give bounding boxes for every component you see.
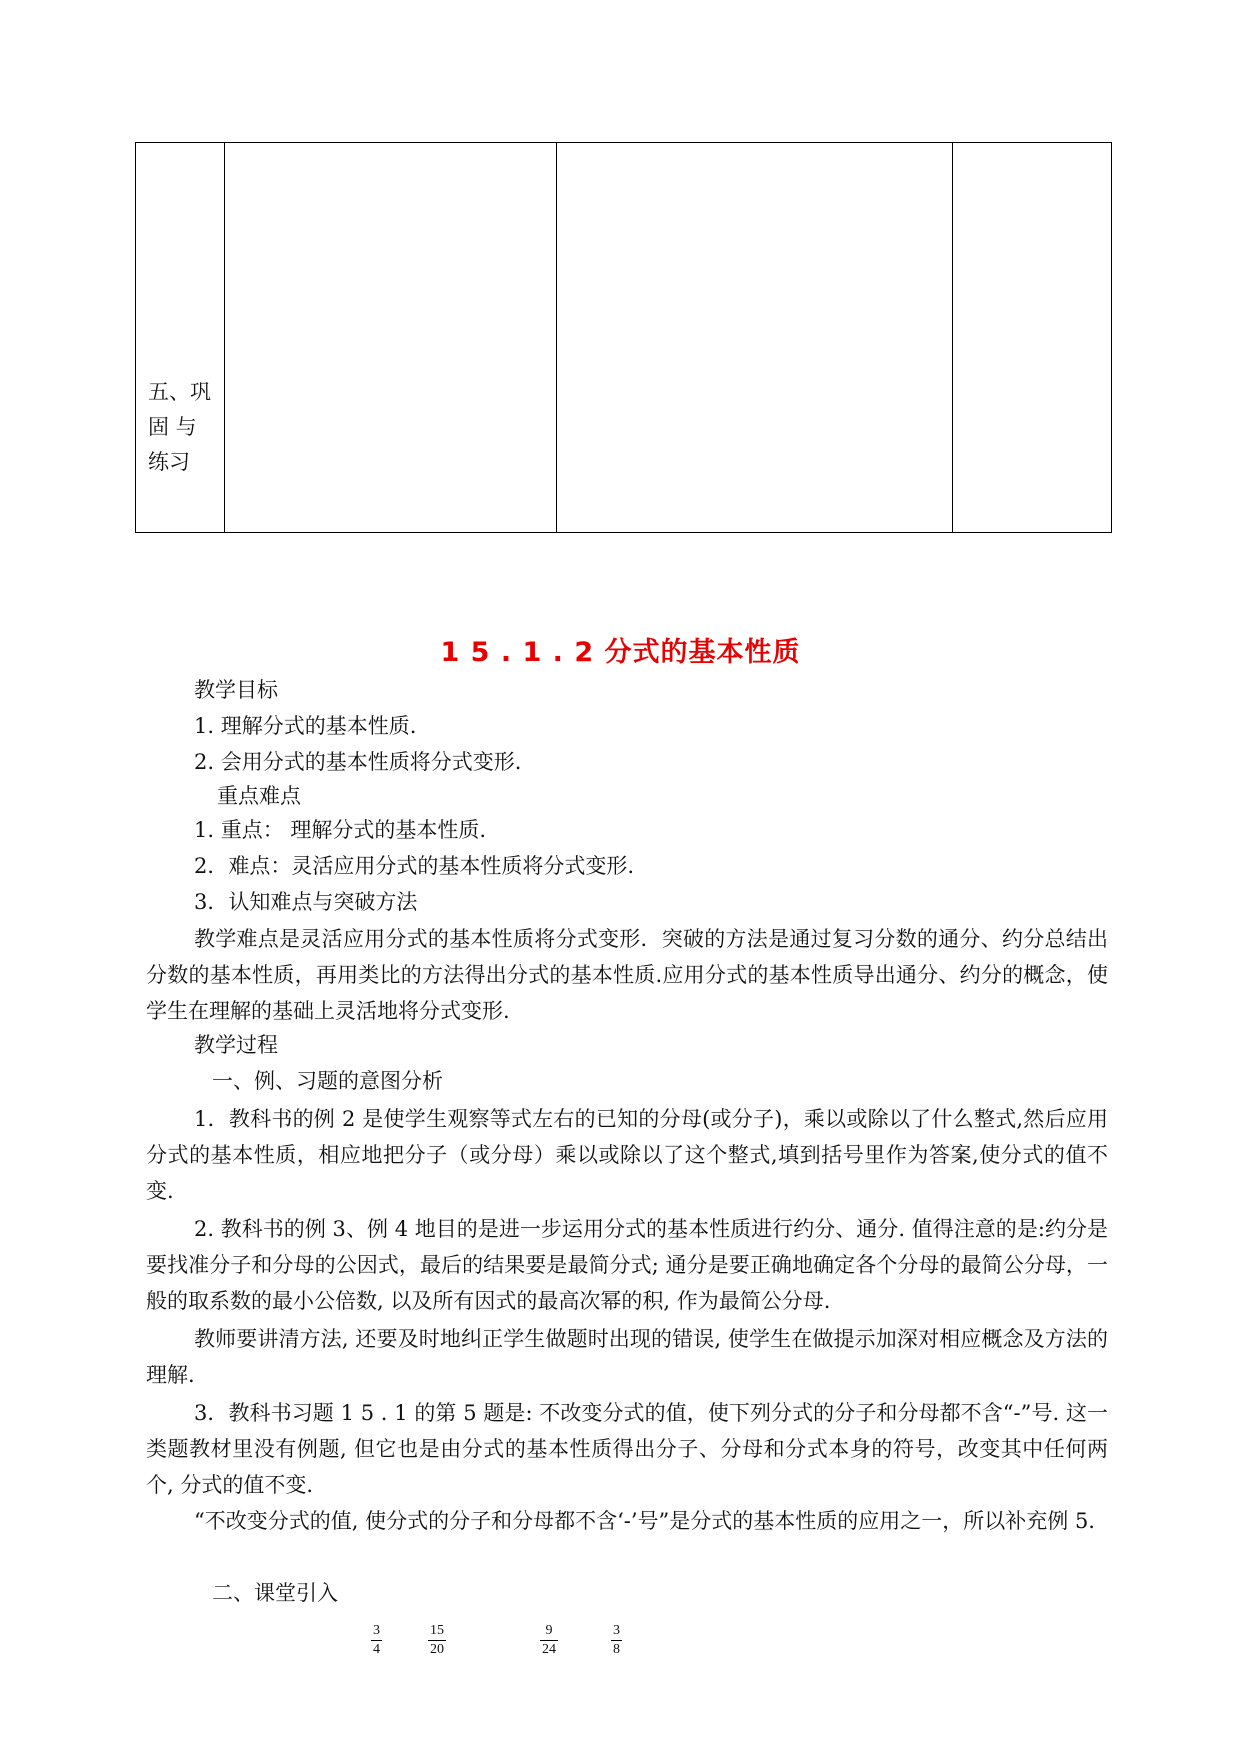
fraction-4	[611, 1622, 622, 1659]
heading-key-points: 重点难点	[217, 784, 301, 808]
goal-item-2: 2. 会用分式的基本性质将分式变形.	[194, 750, 522, 774]
fraction-numerator: 3	[371, 1622, 382, 1641]
lesson-table	[135, 142, 1112, 533]
heading-part-1: 一、例、习题的意图分析	[212, 1069, 443, 1093]
key-point-3: 3．认知难点与突破方法	[194, 890, 418, 914]
fraction-3	[540, 1622, 558, 1659]
fraction-denominator: 20	[430, 1642, 444, 1657]
key-point-1: 1. 重点： 理解分式的基本性质.	[194, 818, 487, 842]
paragraph-2: 2. 教科书的例 3、例 4 地目的是进一步运用分式的基本性质进行约分、通分. 值得注意的是:约分是要找准分子和分母的公因式，最后的结果要是最简分式; 通分是要正确地确定各个分母的最简公分母，一般的取系数的最小公倍数, 以及所有因式的最高次幂的积, 作为最简公分母.	[146, 1217, 1108, 1313]
paragraph-4: 3．教科书习题 1 5 . 1 的第 5 题是: 不改变分式的值，使下列分式的分子和分母都不含“-”号. 这一类题教材里没有例题, 但它也是由分式的基本性质得出分子、分母和分式本身的符号，改变其中任何两个, 分式的值不变.	[146, 1401, 1108, 1497]
fraction-numerator: 9	[540, 1622, 558, 1641]
table-cell-stage	[136, 143, 225, 533]
paragraph-3: 教师要讲清方法, 还要及时地纠正学生做题时出现的错误, 使学生在做提示加深对相应概念及方法的理解.	[146, 1327, 1108, 1387]
heading-part-2: 二、课堂引入	[212, 1581, 338, 1605]
fraction-numerator: 3	[611, 1622, 622, 1641]
table-cell-activity	[557, 143, 953, 533]
fraction-denominator: 8	[613, 1642, 620, 1657]
paragraph-1: 1．教科书的例 2 是使学生观察等式左右的已知的分母(或分子)，乘以或除以了什么整式,然后应用分式的基本性质，相应地把分子（或分母）乘以或除以了这个整式,填到括号里作为答案,使分式的值不变.	[146, 1107, 1108, 1203]
paragraph-5: “不改变分式的值, 使分式的分子和分母都不含‘-’号”是分式的基本性质的应用之一，所以补充例 5.	[194, 1509, 1095, 1533]
table-cell-notes	[953, 143, 1112, 533]
fraction-denominator: 24	[542, 1642, 556, 1657]
heading-teaching-process: 教学过程	[194, 1033, 278, 1057]
goal-item-1: 1. 理解分式的基本性质.	[194, 714, 417, 738]
page-title: 1 5 . 1 . 2 分式的基本性质	[440, 637, 801, 668]
paragraph-difficulty: 教学难点是灵活应用分式的基本性质将分式变形．突破的方法是通过复习分数的通分、约分总结出分数的基本性质，再用类比的方法得出分式的基本性质.应用分式的基本性质导出通分、约分的概念，使学生在理解的基础上灵活地将分式变形.	[146, 927, 1108, 1023]
fraction-numerator: 15	[428, 1622, 446, 1641]
fraction-denominator: 4	[373, 1642, 380, 1657]
key-point-2: 2．难点：灵活应用分式的基本性质将分式变形.	[194, 854, 635, 878]
fraction-2	[428, 1622, 446, 1659]
heading-teaching-goals: 教学目标	[194, 678, 278, 702]
fraction-1	[371, 1622, 382, 1659]
stage-label: 五、巩固 与练习	[148, 380, 211, 474]
table-cell-content	[225, 143, 557, 533]
